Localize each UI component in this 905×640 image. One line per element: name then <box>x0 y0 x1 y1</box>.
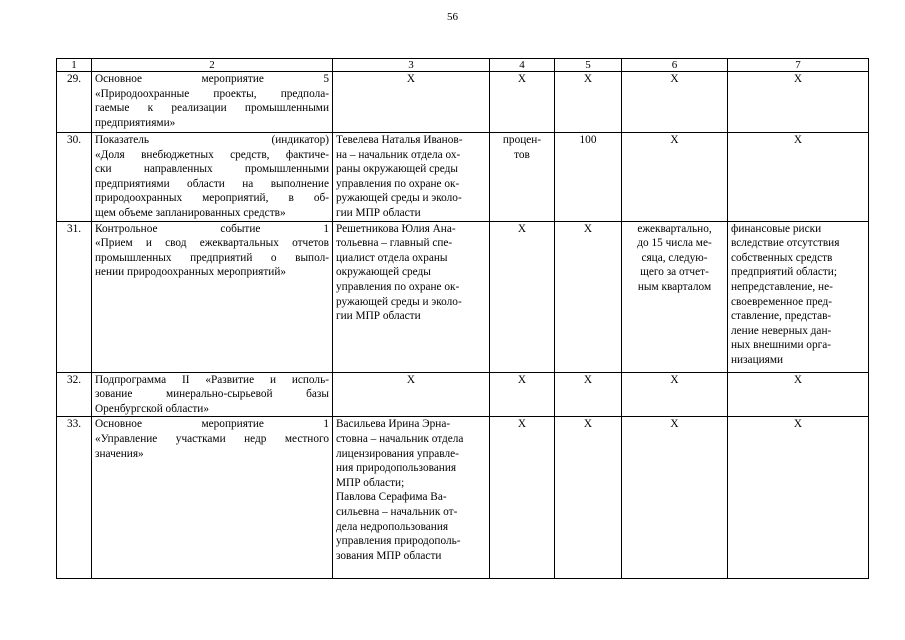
cell-unit <box>490 221 555 372</box>
cell-value <box>555 133 622 222</box>
cell-value <box>555 72 622 133</box>
cell-line: сяца, следую- <box>641 251 708 264</box>
plan-table <box>56 58 869 579</box>
cell-deadline <box>622 372 728 417</box>
cell-row-number: 29. <box>57 72 92 133</box>
cell-line: X <box>406 373 416 386</box>
cell-line: «Доля внебюджетных средств, фактиче- <box>95 148 329 161</box>
cell-line: X <box>517 418 527 431</box>
cell-line: лицензирования управле- <box>336 447 459 460</box>
cell-line: X <box>793 134 803 146</box>
cell-line: X <box>670 373 679 386</box>
cell-line: ление неверных дан- <box>731 324 832 337</box>
cell-line: вследствие отсутствия <box>731 237 840 250</box>
cell-line: X <box>793 73 803 85</box>
cell-line: «Управление участками недр местного <box>95 432 329 445</box>
cell-line: сильевна – начальник от- <box>336 505 458 518</box>
cell-line: зование минерально-сырьевой базы <box>95 388 329 401</box>
cell-description <box>92 221 333 372</box>
cell-line: управления природополь- <box>336 535 461 548</box>
cell-deadline <box>622 72 728 133</box>
cell-line: X <box>583 373 593 386</box>
cell-row-number: 31. <box>57 221 92 372</box>
header-col-1: 1 <box>57 59 92 72</box>
header-row <box>57 59 869 72</box>
cell-line: процен- <box>502 134 542 146</box>
header-col-2: 2 <box>92 59 333 72</box>
cell-responsible <box>333 221 490 372</box>
cell-risks <box>728 221 869 372</box>
cell-line: X <box>583 418 593 431</box>
cell-line: Подпрограмма II «Развитие и исполь- <box>95 373 329 386</box>
cell-responsible <box>333 72 490 133</box>
cell-line: ных внешними орга- <box>731 339 832 352</box>
cell-description <box>92 417 333 579</box>
cell-line: ски направленных промышленными <box>95 163 329 176</box>
cell-description <box>92 133 333 222</box>
cell-responsible <box>333 133 490 222</box>
cell-line: Оренбургской области» <box>95 402 209 415</box>
header-col-5: 5 <box>555 59 622 72</box>
cell-line: «Прием и свод ежеквартальных отчетов <box>95 237 329 250</box>
cell-line: X <box>670 134 679 146</box>
cell-value <box>555 417 622 579</box>
table-row <box>57 372 869 417</box>
cell-line: X <box>583 222 593 235</box>
cell-line: гии МПР области <box>336 206 421 219</box>
cell-line: МПР области; <box>336 476 405 489</box>
cell-line: своевременное пред- <box>731 295 833 308</box>
cell-unit <box>490 417 555 579</box>
header-col-6: 6 <box>622 59 728 72</box>
table-row <box>57 221 869 372</box>
cell-unit <box>490 133 555 222</box>
cell-line: управления по охране ок- <box>336 177 460 190</box>
cell-line: X <box>670 73 679 85</box>
cell-line: X <box>517 222 527 235</box>
cell-line: X <box>793 418 803 431</box>
cell-unit <box>490 72 555 133</box>
cell-line: Основное мероприятие 5 <box>95 73 329 85</box>
cell-line: X <box>670 418 679 431</box>
cell-line: ружающей среды и эколо- <box>336 192 462 205</box>
cell-line: X <box>406 73 416 85</box>
cell-line: щего за отчет- <box>640 266 709 279</box>
cell-risks <box>728 417 869 579</box>
cell-line: Павлова Серафима Ва- <box>336 491 447 504</box>
cell-line: низациями <box>731 353 784 366</box>
cell-line: стовна – начальник отдела <box>336 432 464 445</box>
cell-line: гаемые к реализации промышленными <box>95 102 329 115</box>
header-col-4: 4 <box>490 59 555 72</box>
cell-line: значения» <box>95 447 144 460</box>
cell-line: ставление, представ- <box>731 310 832 323</box>
cell-risks <box>728 133 869 222</box>
cell-line: ния природопользования <box>336 462 457 475</box>
cell-line: «Природоохранные проекты, предпола- <box>95 87 329 100</box>
cell-line: предприятиями» <box>95 116 176 129</box>
cell-line: Контрольное событие 1 <box>95 222 329 235</box>
cell-description <box>92 372 333 417</box>
cell-line: X <box>517 373 527 386</box>
cell-line: непредставление, не- <box>731 280 833 293</box>
cell-line: X <box>517 73 527 85</box>
cell-line: на – начальник отдела ох- <box>336 148 461 161</box>
table-row <box>57 417 869 579</box>
cell-line: ежеквартально, <box>637 222 712 235</box>
cell-line: нении природоохранных мероприятий» <box>95 266 287 279</box>
cell-deadline <box>622 133 728 222</box>
cell-line: ным кварталом <box>637 280 712 293</box>
cell-description <box>92 72 333 133</box>
cell-unit <box>490 372 555 417</box>
cell-line: гии МПР области <box>336 310 421 323</box>
cell-line: циалист отдела охраны <box>336 251 448 264</box>
cell-line: Васильева Ирина Эрна- <box>336 418 451 431</box>
cell-deadline <box>622 221 728 372</box>
cell-line: Показатель (индикатор) <box>95 134 329 146</box>
cell-line: предприятиями области на выполнение <box>95 177 329 190</box>
table-row <box>57 72 869 133</box>
cell-line: собственных средств <box>731 251 833 264</box>
cell-line: тольевна – главный спе- <box>336 237 453 250</box>
cell-line: щем объеме запланированных средств» <box>95 206 286 219</box>
cell-line: Решетникова Юлия Ана- <box>336 222 456 235</box>
cell-responsible <box>333 372 490 417</box>
cell-risks <box>728 372 869 417</box>
page-number: 56 <box>447 11 458 23</box>
cell-line: промышленных предприятий о выпол- <box>95 251 329 264</box>
header-col-3: 3 <box>333 59 490 72</box>
cell-line: финансовые риски <box>731 222 822 235</box>
cell-line: до 15 числа ме- <box>637 237 712 250</box>
cell-line: окружающей среды <box>336 266 431 279</box>
cell-line: Тевелева Наталья Иванов- <box>336 134 463 146</box>
cell-row-number: 32. <box>57 372 92 417</box>
cell-line: ружающей среды и эколо- <box>336 295 462 308</box>
cell-line: предприятий области; <box>731 266 837 279</box>
cell-line: Основное мероприятие 1 <box>95 418 329 431</box>
cell-line: X <box>793 373 803 386</box>
cell-line: дела недропользования <box>336 520 449 533</box>
cell-line: раны окружающей среды <box>336 163 458 176</box>
cell-row-number: 30. <box>57 133 92 222</box>
cell-risks <box>728 72 869 133</box>
table-row <box>57 133 869 222</box>
cell-responsible <box>333 417 490 579</box>
cell-value <box>555 372 622 417</box>
cell-row-number: 33. <box>57 417 92 579</box>
cell-line: X <box>583 73 593 85</box>
header-col-7: 7 <box>728 59 869 72</box>
cell-line: зования МПР области <box>336 549 442 562</box>
cell-deadline <box>622 417 728 579</box>
cell-line: тов <box>514 148 530 161</box>
cell-line: 100 <box>579 134 597 146</box>
cell-line: управления по охране ок- <box>336 280 460 293</box>
cell-value <box>555 221 622 372</box>
cell-line: природоохранных мероприятий, в об- <box>95 192 329 205</box>
